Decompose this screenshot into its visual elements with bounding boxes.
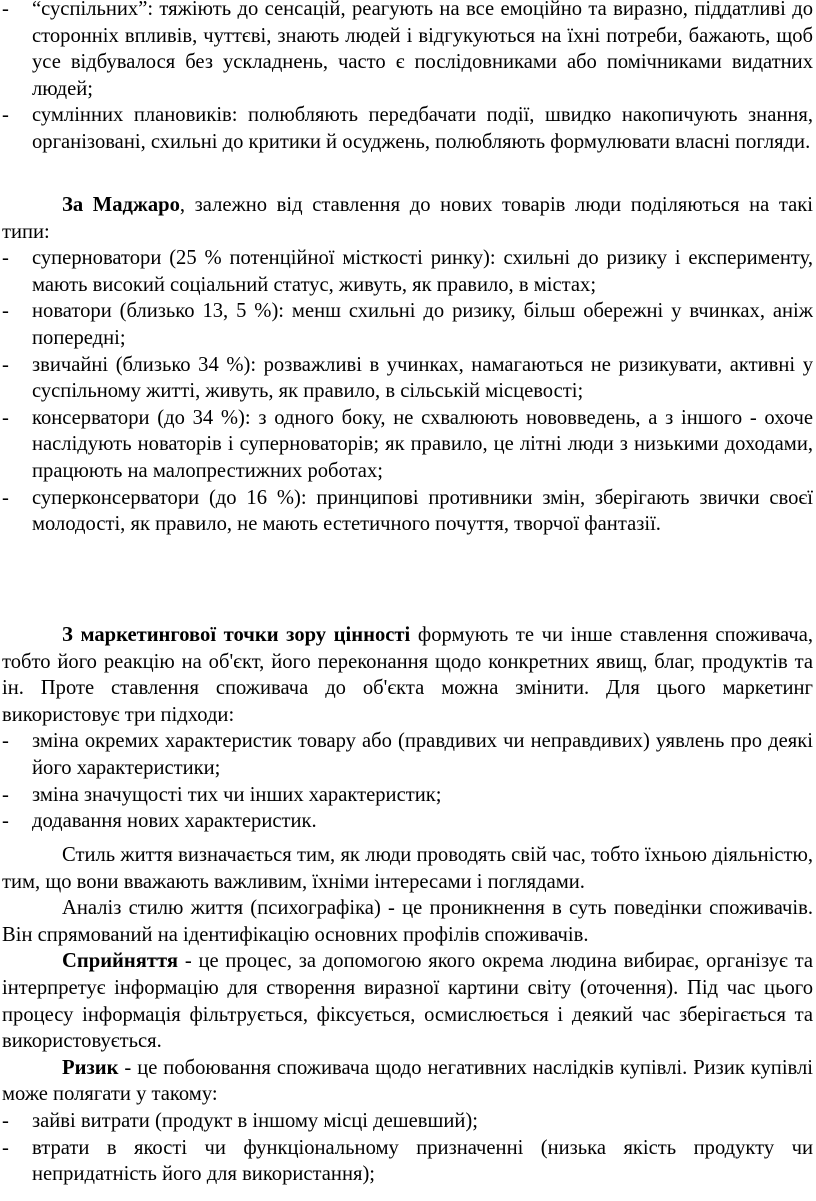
- bold-term: За Маджаро: [62, 194, 180, 216]
- list-item: [2, 0, 813, 102]
- list-dash: -: [2, 353, 9, 376]
- list-dash: -: [2, 810, 9, 833]
- list-item-text: суперноватори (25 % потенційної місткості ринку): схильні до ризику і експерименту, мають високий соціальний статус, живуть, як правило, в містах;: [32, 247, 813, 296]
- list-item-text: “суспільних”: тяжіють до сенсацій, реагують на все емоційно та виразно, піддатливі до сторонніх впливів, чуттєві, знають людей і відгукуються на їхні потреби, бажають, щоб усе відбувалося без ускладнень, часто є послідовниками або помічниками видатних людей;: [32, 0, 813, 100]
- list-dash: -: [2, 1109, 9, 1132]
- list-dash: -: [2, 783, 9, 806]
- list-dash: -: [2, 406, 9, 429]
- paragraph: Аналіз стилю життя (психографіка) - це проникнення в суть поведінки споживачів. Він спрямований на ідентифікацію основних профілів споживачів.: [2, 897, 813, 946]
- paragraph: [2, 192, 813, 245]
- list-item-text: зайві витрати (продукт в іншому місці дешевший);: [32, 1109, 478, 1132]
- list-item: [2, 352, 813, 405]
- values-section: [2, 622, 813, 835]
- list-item: [2, 782, 813, 809]
- paragraph: [2, 622, 813, 728]
- bold-term: Ризик: [62, 1056, 119, 1079]
- paragraph: [2, 948, 813, 1054]
- list-item: [2, 485, 813, 538]
- list-item-text: втрати в якості чи функціональному призначенні (низька якість продукту чи непридатність його для використання);: [32, 1136, 813, 1186]
- list-item: [2, 808, 813, 835]
- list-item-text: звичайні (близько 34 %): розважливі в учинках, намагаються не ризикувати, активні у суспільному житті, живуть, як правило, в сільській місцевості;: [32, 353, 813, 403]
- list-item: [2, 245, 813, 298]
- paragraph-text: , залежно від ставлення до нових товарів люди поділяються на такі типи:: [2, 194, 813, 243]
- list-dash: -: [2, 104, 9, 127]
- list-item-text: зміна окремих характеристик товару або (правдивих чи неправдивих) уявлень про деякі його характеристики;: [32, 730, 813, 779]
- list-item-text: консерватори (до 34 %): з одного боку, не схвалюють нововведень, а з іншого - охоче наслідують новаторів і суперноваторів; як правило, це літні люди з низькими доходами, працюють на малопрестижних роботах;: [32, 406, 813, 482]
- list-item-text: додавання нових характеристик.: [32, 810, 317, 833]
- bold-term: З маркетингової точки зору цінності: [62, 624, 411, 646]
- paragraph-text: формують те чи інше ставлення споживача, тобто його реакцію на об'єкт, його переконання щодо конкретних явищ, благ, продуктів та ін. Проте ставлення споживача до об'єкта можна змінити. Для цього маркетинг використовує три підходи:: [2, 624, 813, 726]
- consumer-types-list: [2, 0, 813, 156]
- paragraph: Стиль життя визначається тим, як люди проводять свій час, тобто їхньою діяльністю, тим, що вони вважають важливим, їхніми інтересами і поглядами.: [2, 844, 813, 893]
- lifestyle-section: [2, 842, 813, 1188]
- list-dash: -: [2, 0, 9, 20]
- paragraph-text: - це процес, за допомогою якого окрема людина вибирає, організує та інтерпретує інформацію для створення виразної картини світу (оточення). Під час цього процесу інформація фільтрується, фіксується, осмислюється і деякий час зберігається та використовується.: [2, 950, 813, 1053]
- list-item-text: новатори (близько 13, 5 %): менш схильні до ризику, більш обережні у вчинках, аніж попередні;: [32, 300, 813, 349]
- list-dash: -: [2, 300, 9, 323]
- list-dash: -: [2, 486, 9, 509]
- paragraph: [2, 1055, 813, 1108]
- list-item: [2, 1135, 813, 1188]
- majaro-section: [2, 192, 813, 538]
- list-item-text: суперконсерватори (до 16 %): принципові противники змін, зберігають звички своєї молодості, як правило, не мають естетичного почуття, творчої фантазії.: [32, 486, 813, 536]
- list-item-text: сумлінних плановиків: полюбляють передбачати події, швидко накопичують знання, організовані, схильні до критики й осуджень, полюбляють формулювати власні погляди.: [32, 104, 813, 153]
- list-item: [2, 1108, 813, 1135]
- list-item: [2, 728, 813, 781]
- list-dash: -: [2, 247, 9, 270]
- paragraph-text: - це побоювання споживача щодо негативних наслідків купівлі. Ризик купівлі може полягати у такому:: [2, 1056, 813, 1106]
- bold-term: Сприйняття: [62, 950, 179, 973]
- list-item: [2, 405, 813, 485]
- list-dash: -: [2, 1136, 9, 1159]
- list-item: [2, 298, 813, 351]
- list-item-text: зміна значущості тих чи інших характеристик;: [32, 783, 442, 806]
- list-item: [2, 102, 813, 155]
- list-dash: -: [2, 730, 9, 753]
